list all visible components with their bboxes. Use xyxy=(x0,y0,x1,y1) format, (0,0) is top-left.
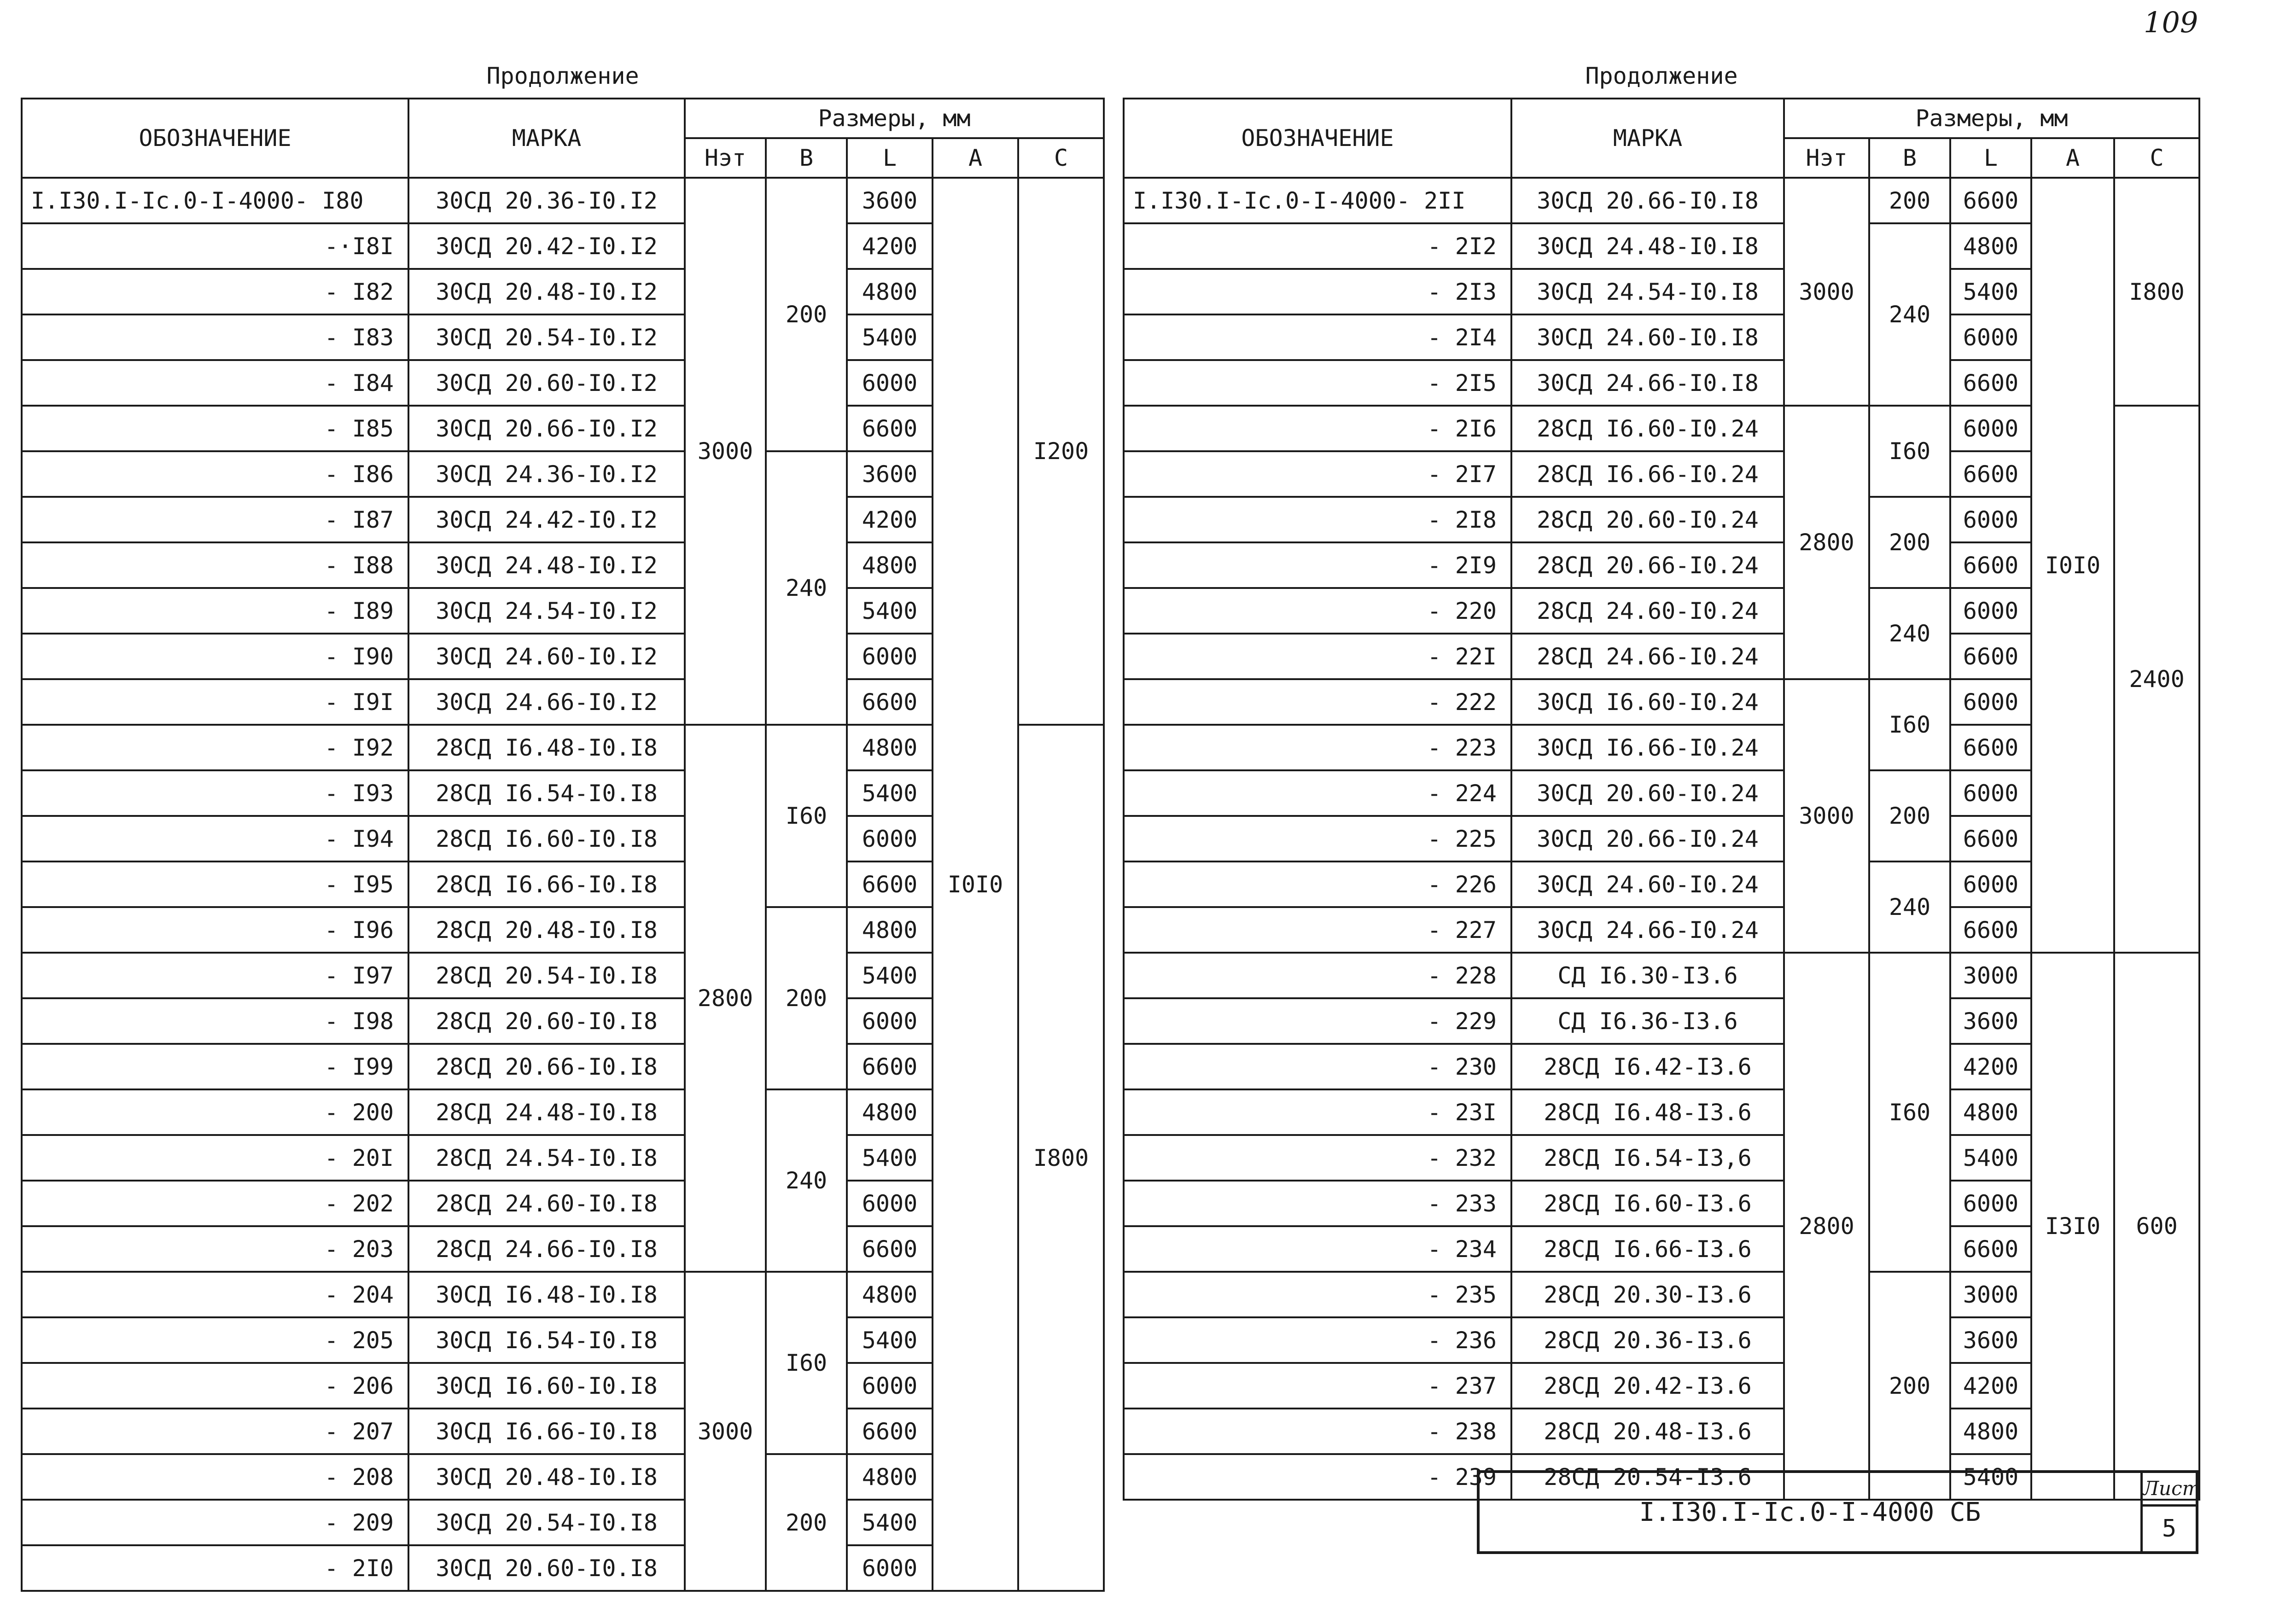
row-designation: - 2I0 xyxy=(22,1545,408,1591)
b-value: 240 xyxy=(766,451,847,725)
row-designation: - 223 xyxy=(1124,725,1511,770)
l-value: 6600 xyxy=(847,679,933,725)
row-designation: - 220 xyxy=(1124,588,1511,634)
l-value: 5400 xyxy=(1950,1135,2031,1181)
row-designation: - 235 xyxy=(1124,1272,1511,1317)
row-mark: 30СД 20.60-I0.I8 xyxy=(408,1545,685,1591)
row-mark: 28СД 20.36-I3.6 xyxy=(1511,1317,1784,1363)
l-value: 5400 xyxy=(847,588,933,634)
header-b: B xyxy=(1869,138,1950,178)
header-mark: МАРКА xyxy=(408,99,685,178)
row-mark: 30СД 24.48-I0.I2 xyxy=(408,542,685,588)
l-value: 6600 xyxy=(1950,542,2031,588)
row-designation: - 206 xyxy=(22,1363,408,1409)
row-designation: I.I30.I-Ic.0-I-4000- 2II xyxy=(1124,178,1511,223)
c-value: 2400 xyxy=(2114,406,2199,953)
row-mark: 28СД 20.48-I3.6 xyxy=(1511,1409,1784,1454)
l-value: 4800 xyxy=(847,1454,933,1500)
row-mark: 30СД I6.66-I0.24 xyxy=(1511,725,1784,770)
row-designation: - 227 xyxy=(1124,907,1511,953)
l-value: 6000 xyxy=(1950,679,2031,725)
row-designation: - 2I8 xyxy=(1124,497,1511,542)
l-value: 6600 xyxy=(847,406,933,451)
b-value: 200 xyxy=(1869,1272,1950,1500)
a-value: I0I0 xyxy=(2031,178,2114,953)
row-mark: 28СД I6.60-I0.I8 xyxy=(408,816,685,861)
l-value: 6000 xyxy=(1950,406,2031,451)
sheet-label: Лист xyxy=(2143,1473,2196,1507)
row-mark: 28СД I6.42-I3.6 xyxy=(1511,1044,1784,1089)
row-designation: - 20I xyxy=(22,1135,408,1181)
title-block xyxy=(1477,1470,2201,1554)
l-value: 4200 xyxy=(1950,1044,2031,1089)
b-value: 240 xyxy=(1869,861,1950,953)
row-designation: - 203 xyxy=(22,1226,408,1272)
c-value: I800 xyxy=(1018,725,1104,1591)
row-mark: 30СД 24.36-I0.I2 xyxy=(408,451,685,497)
l-value: 6000 xyxy=(847,998,933,1044)
b-value: 200 xyxy=(766,178,847,451)
row-designation: - I88 xyxy=(22,542,408,588)
l-value: 4800 xyxy=(847,725,933,770)
row-designation: - 222 xyxy=(1124,679,1511,725)
l-value: 6600 xyxy=(847,861,933,907)
b-value: 200 xyxy=(1869,178,1950,223)
row-mark: 28СД 24.48-I0.I8 xyxy=(408,1089,685,1135)
row-designation: - I86 xyxy=(22,451,408,497)
row-designation: - 205 xyxy=(22,1317,408,1363)
row-designation: - 224 xyxy=(1124,770,1511,816)
continuation-label: Продолжение xyxy=(1124,54,2199,99)
row-mark: 30СД 20.66-I0.24 xyxy=(1511,816,1784,861)
l-value: 4200 xyxy=(847,223,933,269)
row-mark: 30СД 24.60-I0.I8 xyxy=(1511,314,1784,360)
h-value: 3000 xyxy=(685,178,766,725)
b-value: 240 xyxy=(1869,223,1950,406)
l-value: 4800 xyxy=(1950,1409,2031,1454)
row-designation: - 2I4 xyxy=(1124,314,1511,360)
l-value: 3600 xyxy=(847,451,933,497)
h-value: 3000 xyxy=(1784,679,1869,953)
row-mark: 28СД 24.66-I0.24 xyxy=(1511,634,1784,679)
row-designation: - 236 xyxy=(1124,1317,1511,1363)
row-mark: 30СД 24.66-I0.24 xyxy=(1511,907,1784,953)
row-mark: 30СД I6.60-I0.24 xyxy=(1511,679,1784,725)
row-mark: 30СД I6.66-I0.I8 xyxy=(408,1409,685,1454)
row-mark: 28СД 24.60-I0.24 xyxy=(1511,588,1784,634)
l-value: 4800 xyxy=(847,1272,933,1317)
row-mark: 28СД I6.48-I0.I8 xyxy=(408,725,685,770)
row-designation: - 2I2 xyxy=(1124,223,1511,269)
b-value: 240 xyxy=(1869,588,1950,679)
row-mark: 30СД 24.54-I0.I2 xyxy=(408,588,685,634)
l-value: 5400 xyxy=(847,953,933,998)
header-dimensions: Размеры, мм xyxy=(1784,99,2199,138)
row-mark: 28СД I6.66-I3.6 xyxy=(1511,1226,1784,1272)
row-mark: 28СД 24.54-I0.I8 xyxy=(408,1135,685,1181)
row-designation: - I89 xyxy=(22,588,408,634)
l-value: 6600 xyxy=(1950,451,2031,497)
row-mark: 28СД I6.66-I0.I8 xyxy=(408,861,685,907)
row-designation: - 229 xyxy=(1124,998,1511,1044)
row-designation: - I85 xyxy=(22,406,408,451)
b-value: 200 xyxy=(766,1454,847,1591)
b-value: I60 xyxy=(766,725,847,907)
l-value: 5400 xyxy=(847,770,933,816)
header-dimensions: Размеры, мм xyxy=(685,99,1104,138)
row-designation: - I83 xyxy=(22,314,408,360)
row-mark: 28СД 20.54-I0.I8 xyxy=(408,953,685,998)
l-value: 6600 xyxy=(1950,178,2031,223)
header-h: Нэт xyxy=(1784,138,1869,178)
row-designation: - I99 xyxy=(22,1044,408,1089)
row-designation: - 226 xyxy=(1124,861,1511,907)
l-value: 6600 xyxy=(1950,907,2031,953)
row-mark: 30СД 24.66-I0.I8 xyxy=(1511,360,1784,406)
row-mark: 30СД 24.60-I0.I2 xyxy=(408,634,685,679)
header-designation: ОБОЗНАЧЕНИЕ xyxy=(1124,99,1511,178)
l-value: 6000 xyxy=(1950,314,2031,360)
l-value: 5400 xyxy=(1950,269,2031,314)
l-value: 5400 xyxy=(847,1317,933,1363)
row-mark: 30СД 20.54-I0.I8 xyxy=(408,1500,685,1545)
row-designation: - 202 xyxy=(22,1181,408,1226)
row-mark: 30СД I6.54-I0.I8 xyxy=(408,1317,685,1363)
document-code: I.I30.I-Ic.0-I-4000 СБ xyxy=(1480,1473,2143,1551)
l-value: 4800 xyxy=(847,542,933,588)
b-value: 200 xyxy=(1869,770,1950,861)
l-value: 6600 xyxy=(847,1044,933,1089)
row-designation: - 207 xyxy=(22,1409,408,1454)
row-designation: - 228 xyxy=(1124,953,1511,998)
row-mark: 30СД 20.42-I0.I2 xyxy=(408,223,685,269)
l-value: 3600 xyxy=(847,178,933,223)
row-designation: - 2I3 xyxy=(1124,269,1511,314)
row-mark: 28СД 24.60-I0.I8 xyxy=(408,1181,685,1226)
row-mark: 28СД I6.54-I0.I8 xyxy=(408,770,685,816)
header-a: A xyxy=(2031,138,2114,178)
row-mark: 30СД 20.48-I0.I8 xyxy=(408,1454,685,1500)
row-designation: - 237 xyxy=(1124,1363,1511,1409)
row-designation: - 2I9 xyxy=(1124,542,1511,588)
row-designation: - 234 xyxy=(1124,1226,1511,1272)
row-mark: 30СД 20.66-I0.I2 xyxy=(408,406,685,451)
row-mark: 28СД 20.48-I0.I8 xyxy=(408,907,685,953)
sheet-number: 5 xyxy=(2162,1515,2177,1543)
b-value: 200 xyxy=(1869,497,1950,588)
row-designation: - 204 xyxy=(22,1272,408,1317)
l-value: 6600 xyxy=(1950,725,2031,770)
b-value: I60 xyxy=(1869,679,1950,770)
row-designation: - 200 xyxy=(22,1089,408,1135)
l-value: 5400 xyxy=(1950,1454,2031,1500)
l-value: 4800 xyxy=(1950,1089,2031,1135)
b-value: I60 xyxy=(1869,406,1950,497)
row-mark: СД I6.36-I3.6 xyxy=(1511,998,1784,1044)
table-row xyxy=(1124,953,2199,998)
header-c: C xyxy=(1018,138,1104,178)
l-value: 6000 xyxy=(847,816,933,861)
row-mark: 30СД 20.60-I0.24 xyxy=(1511,770,1784,816)
row-mark: 30СД 20.48-I0.I2 xyxy=(408,269,685,314)
row-mark: 28СД 24.66-I0.I8 xyxy=(408,1226,685,1272)
table-row xyxy=(1124,178,2199,223)
l-value: 4800 xyxy=(847,1089,933,1135)
l-value: 4200 xyxy=(1950,1363,2031,1409)
row-mark: 28СД I6.60-I0.24 xyxy=(1511,406,1784,451)
row-mark: 28СД 20.66-I0.24 xyxy=(1511,542,1784,588)
l-value: 4800 xyxy=(1950,223,2031,269)
c-value: 600 xyxy=(2114,953,2199,1500)
l-value: 6000 xyxy=(1950,861,2031,907)
row-designation: - I84 xyxy=(22,360,408,406)
a-value: I0I0 xyxy=(933,178,1018,1591)
l-value: 6600 xyxy=(1950,634,2031,679)
l-value: 4800 xyxy=(847,269,933,314)
row-mark: 28СД 20.60-I0.I8 xyxy=(408,998,685,1044)
h-value: 2800 xyxy=(1784,406,1869,679)
row-mark: СД I6.30-I3.6 xyxy=(1511,953,1784,998)
row-designation: - I97 xyxy=(22,953,408,998)
b-value: 200 xyxy=(766,907,847,1089)
header-c: C xyxy=(2114,138,2199,178)
l-value: 5400 xyxy=(847,314,933,360)
page-number: 109 xyxy=(2144,6,2198,39)
row-designation: - I94 xyxy=(22,816,408,861)
row-mark: 30СД 24.66-I0.I2 xyxy=(408,679,685,725)
l-value: 6000 xyxy=(1950,497,2031,542)
row-mark: 28СД 20.60-I0.24 xyxy=(1511,497,1784,542)
row-mark: 30СД 24.42-I0.I2 xyxy=(408,497,685,542)
header-designation: ОБОЗНАЧЕНИЕ xyxy=(22,99,408,178)
l-value: 6600 xyxy=(847,1226,933,1272)
row-designation: - 230 xyxy=(1124,1044,1511,1089)
l-value: 6600 xyxy=(847,1409,933,1454)
row-designation: - I93 xyxy=(22,770,408,816)
l-value: 3000 xyxy=(1950,953,2031,998)
l-value: 5400 xyxy=(847,1500,933,1545)
row-mark: 30СД 20.66-I0.I8 xyxy=(1511,178,1784,223)
h-value: 3000 xyxy=(1784,178,1869,406)
row-designation: - 23I xyxy=(1124,1089,1511,1135)
b-value: I60 xyxy=(1869,953,1950,1272)
l-value: 6000 xyxy=(1950,588,2031,634)
l-value: 4200 xyxy=(847,497,933,542)
row-designation: - 208 xyxy=(22,1454,408,1500)
left-sheet-table xyxy=(21,54,1105,1592)
h-value: 2800 xyxy=(1784,953,1869,1500)
l-value: 5400 xyxy=(847,1135,933,1181)
header-a: A xyxy=(933,138,1018,178)
row-mark: 30СД 24.54-I0.I8 xyxy=(1511,269,1784,314)
header-b: B xyxy=(766,138,847,178)
row-designation: - 238 xyxy=(1124,1409,1511,1454)
row-designation: -·I8I xyxy=(22,223,408,269)
row-mark: 30СД 20.60-I0.I2 xyxy=(408,360,685,406)
l-value: 6600 xyxy=(1950,1226,2031,1272)
b-value: I60 xyxy=(766,1272,847,1454)
row-designation: - 225 xyxy=(1124,816,1511,861)
header-mark: МАРКА xyxy=(1511,99,1784,178)
row-mark: 30СД 24.48-I0.I8 xyxy=(1511,223,1784,269)
row-designation: - I95 xyxy=(22,861,408,907)
a-value: I3I0 xyxy=(2031,953,2114,1500)
row-designation: - 22I xyxy=(1124,634,1511,679)
row-designation: - 239 xyxy=(1124,1454,1511,1500)
header-l: L xyxy=(847,138,933,178)
row-mark: 28СД 20.66-I0.I8 xyxy=(408,1044,685,1089)
l-value: 6600 xyxy=(1950,816,2031,861)
header-h: Нэт xyxy=(685,138,766,178)
header-l: L xyxy=(1950,138,2031,178)
row-designation: - I82 xyxy=(22,269,408,314)
row-mark: 30СД 24.60-I0.24 xyxy=(1511,861,1784,907)
l-value: 6000 xyxy=(847,1545,933,1591)
row-designation: - 2I5 xyxy=(1124,360,1511,406)
row-mark: 28СД I6.54-I3,6 xyxy=(1511,1135,1784,1181)
row-designation: - I92 xyxy=(22,725,408,770)
row-designation: - 209 xyxy=(22,1500,408,1545)
c-value: I200 xyxy=(1018,178,1104,725)
row-designation: - I9I xyxy=(22,679,408,725)
row-designation: - I96 xyxy=(22,907,408,953)
row-designation: - I87 xyxy=(22,497,408,542)
row-designation: - 2I7 xyxy=(1124,451,1511,497)
h-value: 3000 xyxy=(685,1272,766,1591)
l-value: 6000 xyxy=(847,1363,933,1409)
l-value: 6000 xyxy=(847,360,933,406)
row-mark: 30СД 20.54-I0.I2 xyxy=(408,314,685,360)
l-value: 3000 xyxy=(1950,1272,2031,1317)
l-value: 6000 xyxy=(847,1181,933,1226)
row-designation: I.I30.I-Ic.0-I-4000- I80 xyxy=(22,178,408,223)
row-mark: 28СД I6.60-I3.6 xyxy=(1511,1181,1784,1226)
row-mark: 28СД 20.42-I3.6 xyxy=(1511,1363,1784,1409)
right-sheet-table xyxy=(1123,54,2200,1501)
row-mark: 28СД 20.30-I3.6 xyxy=(1511,1272,1784,1317)
row-designation: - I98 xyxy=(22,998,408,1044)
row-designation: - 232 xyxy=(1124,1135,1511,1181)
b-value: 240 xyxy=(766,1089,847,1272)
continuation-label: Продолжение xyxy=(22,54,1104,99)
l-value: 4800 xyxy=(847,907,933,953)
table-row xyxy=(22,178,1104,223)
row-mark: 28СД 20.54-I3.6 xyxy=(1511,1454,1784,1500)
l-value: 6600 xyxy=(1950,360,2031,406)
c-value: I800 xyxy=(2114,178,2199,406)
row-designation: - I90 xyxy=(22,634,408,679)
l-value: 6000 xyxy=(847,634,933,679)
l-value: 6000 xyxy=(1950,1181,2031,1226)
row-mark: 30СД I6.48-I0.I8 xyxy=(408,1272,685,1317)
l-value: 6000 xyxy=(1950,770,2031,816)
l-value: 3600 xyxy=(1950,998,2031,1044)
row-designation: - 233 xyxy=(1124,1181,1511,1226)
row-designation: - 2I6 xyxy=(1124,406,1511,451)
row-mark: 28СД I6.48-I3.6 xyxy=(1511,1089,1784,1135)
row-mark: 28СД I6.66-I0.24 xyxy=(1511,451,1784,497)
row-mark: 30СД 20.36-I0.I2 xyxy=(408,178,685,223)
row-mark: 30СД I6.60-I0.I8 xyxy=(408,1363,685,1409)
l-value: 3600 xyxy=(1950,1317,2031,1363)
h-value: 2800 xyxy=(685,725,766,1272)
